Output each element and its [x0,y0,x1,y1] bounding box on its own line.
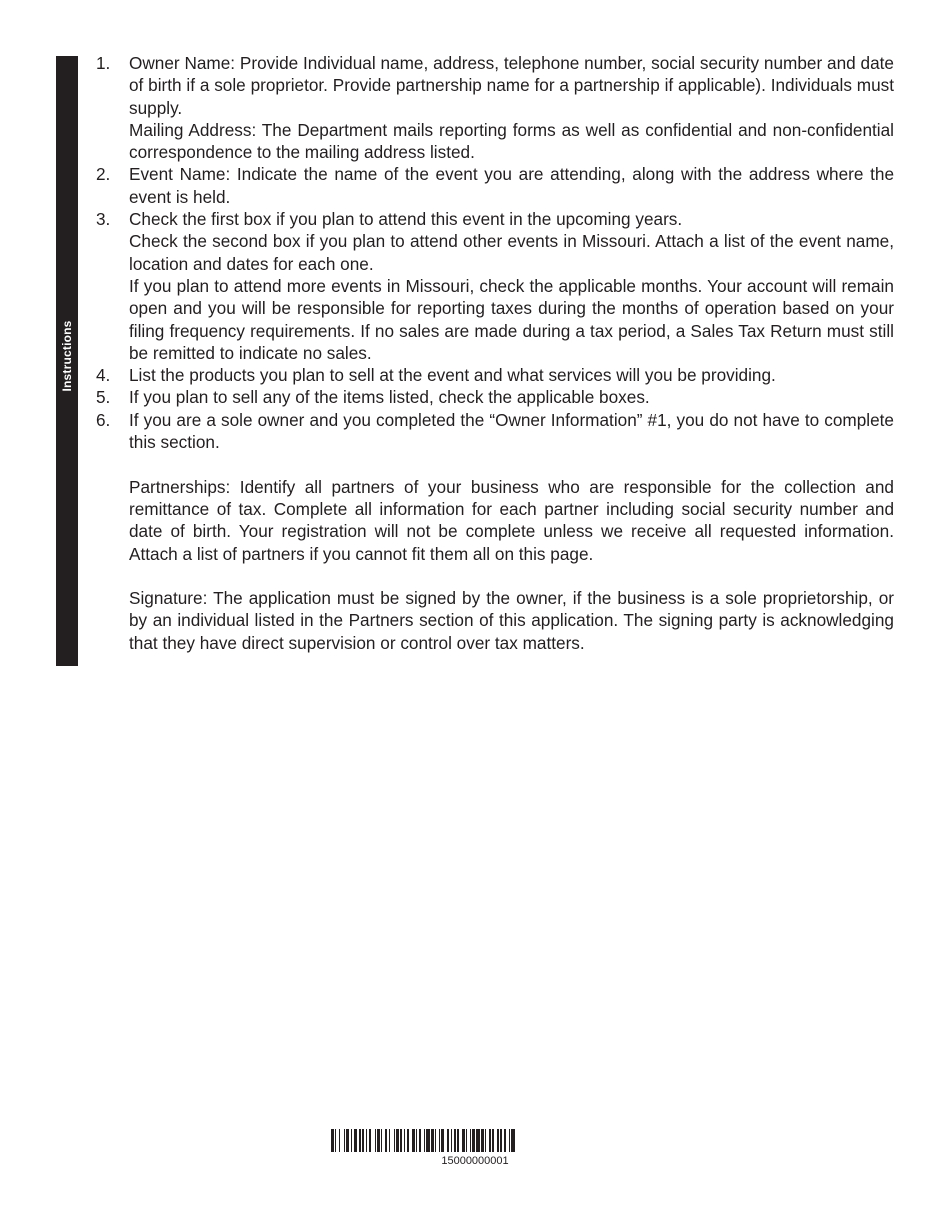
second-box-instruction: Check the second box if you plan to attend other events in Missouri. Attach a list of the event name, location and dates for each one. [129,231,894,274]
barcode-bar [431,1129,434,1152]
barcode-bar [407,1129,408,1152]
instruction-item-2 [96,163,894,208]
barcode-bar [439,1129,440,1152]
barcode [331,1129,619,1152]
barcode-bar [492,1129,493,1152]
mailing-address-instruction: Mailing Address: The Department mails reporting forms as well as confidential and non-confidential correspondence to the mailing address listed. [129,119,894,163]
barcode-bar [369,1129,372,1152]
barcode-bar [351,1129,352,1152]
barcode-bar [400,1129,403,1152]
item-number: 4. [96,365,111,386]
barcode-bar [441,1129,444,1152]
barcode-bar [470,1129,471,1152]
partnerships-instruction: Partnerships: Identify all partners of your business who are responsible for the collection and remittance of tax. Complete all information for each partner including social security number and date of birth. Your registration will not be complete unless we receive all requested information. Attach a list of partners if you cannot fit them all on this page. [129,476,894,564]
barcode-bar [457,1129,458,1152]
barcode-bar [331,1129,334,1152]
barcode-bar [375,1129,376,1152]
barcode-bar [377,1129,380,1152]
barcode-bar [485,1129,486,1152]
item-number: 2. [96,164,111,185]
instructions-tab-label: Instructions [60,320,74,392]
barcode-bar [426,1129,430,1152]
barcode-bar [344,1129,345,1152]
barcode-bar [481,1129,484,1152]
item-number: 3. [96,209,111,230]
item-number: 5. [96,387,111,408]
barcode-bar [509,1129,510,1152]
instruction-item-6 [96,409,894,654]
barcode-bar [466,1129,467,1152]
barcode-bar [404,1129,405,1152]
barcode-bar [335,1129,336,1152]
item-number: 1. [96,53,111,73]
instruction-item-4 [96,364,894,386]
barcode-bar [435,1129,436,1152]
owner-name-instruction: Owner Name: Provide Individual name, address, telephone number, social security number and date of birth if a sole proprietor. Provide partnership name for a partnership if applicable). Individuals must supply. [129,53,894,118]
barcode-bar [366,1129,367,1152]
barcode-bar [381,1129,382,1152]
item-number: 6. [96,409,111,430]
products-instruction: List the products you plan to sell at the event and what services will you be providing. [129,365,776,386]
instructions-list [96,52,894,654]
barcode-bar [472,1129,475,1152]
barcode-bar [447,1129,448,1152]
barcode-bar [416,1129,417,1152]
barcode-bar [497,1129,498,1152]
items-listed-instruction: If you plan to sell any of the items listed, check the applicable boxes. [129,387,650,408]
barcode-bar [346,1129,349,1152]
instruction-item-5 [96,386,894,408]
barcode-bar [354,1129,358,1152]
barcode-bar [511,1129,515,1152]
instruction-item-1 [96,52,894,163]
barcode-bar [500,1129,503,1152]
sole-owner-instruction: If you are a sole owner and you completed the “Owner Information” #1, you do not have to complete this section. [129,409,894,453]
barcode-bar [412,1129,415,1152]
barcode-bar [419,1129,422,1152]
months-instruction: If you plan to attend more events in Missouri, check the applicable months. Your account will remain open and you will be responsible for reporting taxes during the months of operation based on your filing frequency requirements. If no sales are made during a tax period, a Sales Tax Return must still be remitted to indicate no sales. [129,275,894,363]
barcode-bar [424,1129,425,1152]
barcode-bar [454,1129,457,1152]
instructions-side-tab [56,56,78,666]
barcode-bar [451,1129,452,1152]
barcode-bar [394,1129,395,1152]
barcode-bar [359,1129,362,1152]
barcode-bar [339,1129,340,1152]
barcode-bar [396,1129,399,1152]
signature-instruction: Signature: The application must be signed by the owner, if the business is a sole proprietorship, or by an individual listed in the Partners section of this application. The signing party is acknowledging that they have direct supervision or control over tax matters. [129,588,894,653]
barcode-number: 15000000001 [441,1155,509,1167]
instruction-item-3 [96,208,894,364]
barcode-bar [389,1129,390,1152]
event-name-instruction: Event Name: Indicate the name of the event you are attending, along with the address where the event is held. [129,164,894,207]
barcode-bar [476,1129,480,1152]
barcode-bar [462,1129,465,1152]
barcode-bar [385,1129,388,1152]
barcode-bar [362,1129,363,1152]
barcode-bar [489,1129,492,1152]
barcode-bar [504,1129,507,1152]
first-box-instruction: Check the first box if you plan to attend this event in the upcoming years. [129,209,683,230]
